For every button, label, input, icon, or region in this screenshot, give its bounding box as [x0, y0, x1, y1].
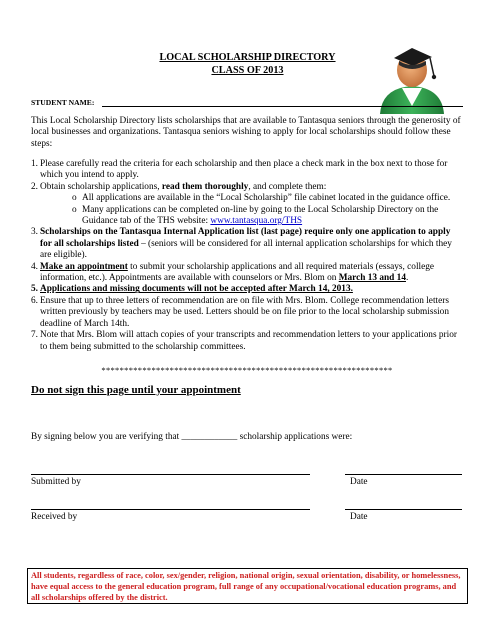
steps-list: [31, 159, 463, 353]
step-2-sub-2: o Many applications can be completed on-line by going to the Local Scholarship Directory on the Guidance tab of the THS website: www.tantasqua.org/THS: [72, 204, 439, 227]
submitted-by-signature-line[interactable]: [31, 474, 310, 475]
step-2-sublist: [40, 193, 463, 227]
do-not-sign-heading: Do not sign this page until your appointment: [31, 384, 241, 396]
student-name-field[interactable]: [102, 106, 463, 107]
page-subtitle: CLASS OF 2013: [211, 65, 284, 76]
bullet-icon: o: [72, 204, 77, 215]
received-by-label: Received by: [31, 512, 78, 522]
student-name-label: STUDENT NAME:: [31, 98, 95, 107]
step-2: 2. Obtain scholarship applications, read them thoroughly, and complete them: o All applications are available in the “Local Scholarship” file cabinet located in the guidance office. o Many applications can be completed on-line by going to the Local Scholarship Directory on the Guidance tab of the THS website: www.tantasqua.org/THS: [31, 182, 463, 228]
nondiscrimination-notice: All students, regardless of race, color, sex/gender, religion, national origin, sexual orientation, disability, or homelessness, have equal access to the general education program, full range of any occupational/vocational education programs, and all scholarships offered by the district.: [27, 568, 468, 604]
step-1: 1. Please carefully read the criteria for each scholarship and then place a check mark in the box next to those for which you intend to apply.: [31, 159, 448, 181]
star-divider: ****************************************************************: [101, 365, 393, 375]
received-by-signature-line[interactable]: [31, 509, 310, 510]
bullet-icon: o: [72, 193, 77, 204]
student-name-row: [31, 98, 463, 107]
step-3: 3. Scholarships on the Tantasqua Internal Application list (last page) require only one application to apply for all scholarships listed – (seniors will be considered for all internal application scholarships for which they are eligible).: [31, 227, 452, 261]
page-title: LOCAL SCHOLARSHIP DIRECTORY: [159, 52, 336, 63]
step-5: 5. Applications and missing documents will not be accepted after March 14, 2013.: [31, 284, 353, 295]
intro-paragraph: This Local Scholarship Directory lists scholarships that are available to Tantasqua seniors through the generosity of local businesses and organizations. Tantasqua seniors wishing to apply for local scholarships should follow these steps:: [31, 116, 461, 149]
submitted-date-line[interactable]: [345, 474, 462, 475]
submitted-date-label: Date: [350, 477, 368, 487]
step-6: 6. Ensure that up to three letters of recommendation are on file with Mrs. Blom. College recommendation letters written previously by teachers may be used. Letters should be on file prior to the local scholarship submission deadline of March 14th.: [31, 295, 449, 329]
verify-statement: By signing below you are verifying that ____________ scholarship applications were:: [31, 432, 353, 442]
step-4: 4. Make an appointment to submit your scholarship applications and all required materials (essays, college information, etc.). Appointments are available with counselors or Mrs. Blom on March 13 and 14.: [31, 261, 435, 284]
received-date-label: Date: [350, 512, 368, 522]
ths-website-link[interactable]: www.tantasqua.org/THS: [210, 216, 303, 227]
step-7: 7. Note that Mrs. Blom will attach copies of your transcripts and recommendation letters to your applications prior to them being submitted to the scholarship committees.: [31, 330, 457, 352]
received-date-line[interactable]: [345, 509, 462, 510]
submitted-by-label: Submitted by: [31, 477, 81, 487]
step-2-sub-1: o All applications are available in the “Local Scholarship” file cabinet located in the guidance office.: [72, 193, 451, 204]
